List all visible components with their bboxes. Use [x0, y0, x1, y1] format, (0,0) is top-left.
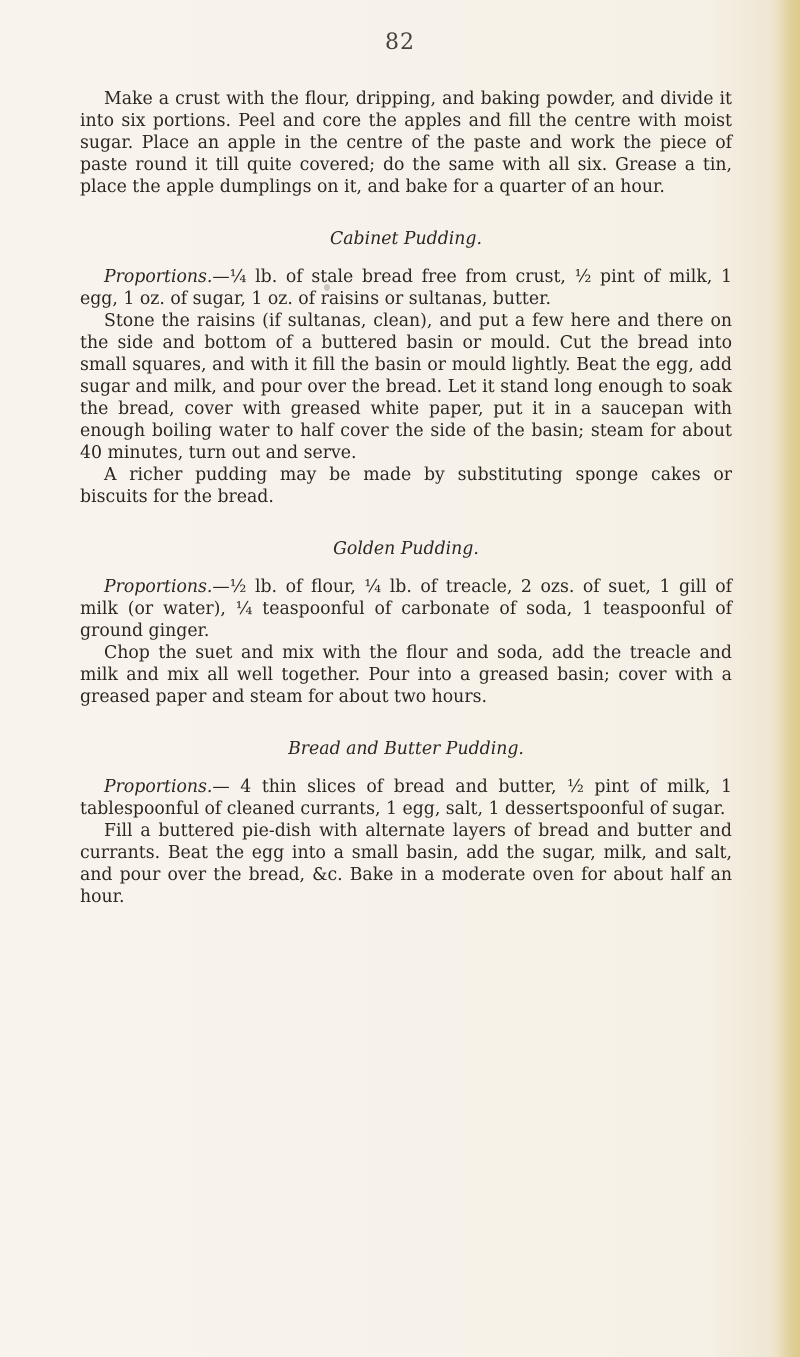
recipe-proportions: [80, 776, 732, 820]
page-content: [80, 88, 732, 908]
proportions-text: —½ lb. of flour, ¼ lb. of treacle, 2 ozs. of suet, 1 gill of milk (or water), ¼ teaspoonful of carbonate of soda, 1 teaspoonful of ground ginger.: [80, 577, 732, 641]
intro-paragraph: Make a crust with the flour, dripping, and baking powder, and divide it into six portions. Peel and core the apples and fill the centre with moist sugar. Place an apple in the centre of the paste and work the piece of paste round it till quite covered; do the same with all six. Grease a tin, place the apple dumplings on it, and bake for a quarter of an hour.: [80, 89, 732, 197]
recipe-golden-pudding: [80, 538, 732, 708]
recipe-paragraph: A richer pudding may be made by substituting sponge cakes or biscuits for the bread.: [80, 465, 732, 507]
recipe-paragraph: Fill a buttered pie-dish with alternate layers of bread and butter and currants. Beat the egg into a small basin, add the sugar, milk, and salt, and pour over the bread, &c. Bake in a moderate oven for about half an hour.: [80, 821, 732, 907]
recipe-paragraph: Stone the raisins (if sultanas, clean), and put a few here and there on the side and bottom of a buttered basin or mould. Cut the bread into small squares, and with it fill the basin or mould lightly. Beat the egg, add sugar and milk, and pour over the bread. Let it stand long enough to soak the bread, cover with greased white paper, put it in a saucepan with enough boiling water to half cover the side of the basin; steam for about 40 minutes, turn out and serve.: [80, 311, 732, 463]
proportions-label: Proportions.: [104, 267, 213, 287]
recipe-title: Cabinet Pudding.: [329, 229, 482, 249]
recipe-proportions: [80, 266, 732, 310]
recipe-proportions: [80, 576, 732, 642]
page-number: 82: [385, 30, 415, 55]
recipe-bread-and-butter-pudding: [80, 738, 732, 908]
proportions-label: Proportions.: [104, 577, 213, 597]
proportions-text: —¼ lb. of stale bread free from crust, ½ pint of milk, 1 egg, 1 oz. of sugar, 1 oz. of raisins or sultanas, butter.: [80, 267, 732, 309]
proportions-label: Proportions.: [104, 777, 213, 797]
recipe-paragraph: Chop the suet and mix with the flour and soda, add the treacle and milk and mix all well together. Pour into a greased basin; cover with a greased paper and steam for about two hours.: [80, 643, 732, 707]
recipe-title: Bread and Butter Pudding.: [288, 739, 524, 759]
proportions-text: — 4 thin slices of bread and butter, ½ pint of milk, 1 tablespoonful of cleaned currants, 1 egg, salt, 1 dessertspoonful of sugar.: [80, 777, 732, 819]
recipe-title: Golden Pudding.: [333, 539, 479, 559]
recipe-cabinet-pudding: [80, 228, 732, 508]
page-edge-shadow: [776, 0, 800, 1357]
